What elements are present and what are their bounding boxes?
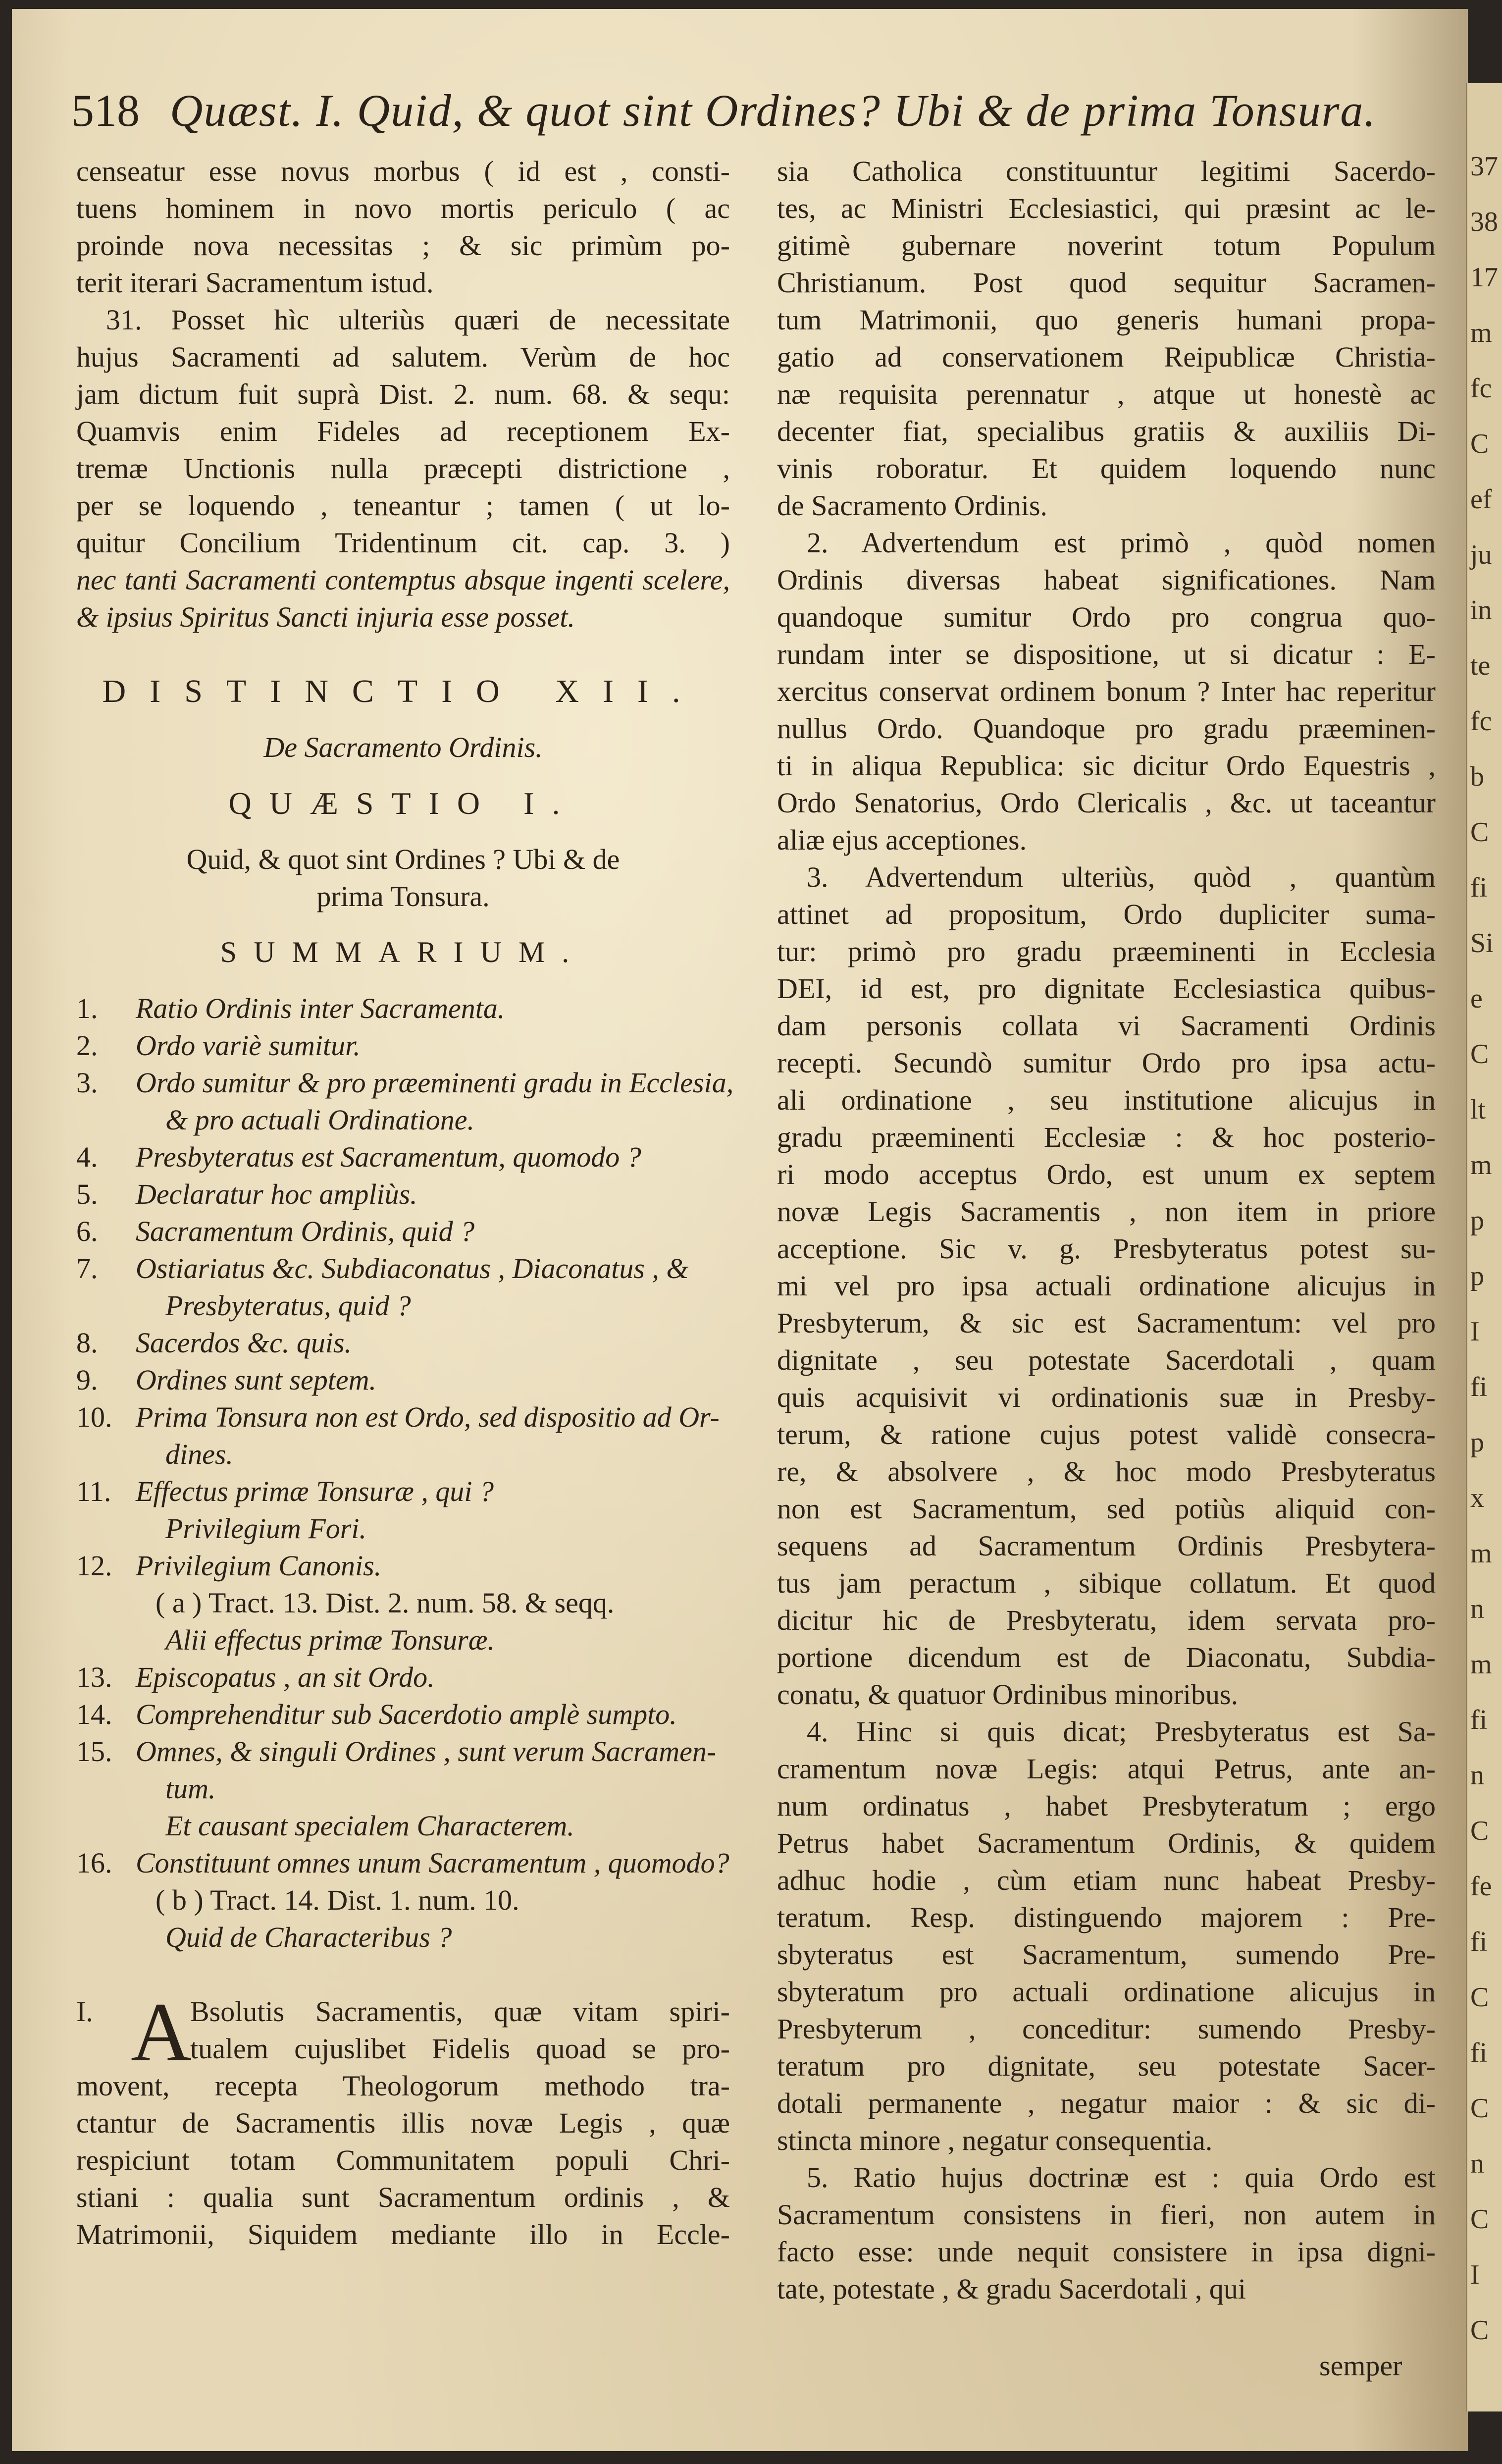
text-line: hujus Sacramenti ad salutem. Verùm de hoc [76, 341, 730, 373]
text-line: non est Sacramentum, sed potiùs aliquid con- [777, 1493, 1436, 1525]
text-line: DEI, id est, pro dignitate Ecclesiastica quibus- [777, 972, 1436, 1005]
summarium-item [76, 1138, 730, 1176]
text-line: novæ Legis Sacramentis , non item in priore [777, 1195, 1436, 1228]
paragraph-1 [76, 1985, 730, 2253]
edge-fragment: fc [1470, 373, 1492, 404]
edge-fragment: b [1470, 761, 1484, 792]
summarium-item [76, 1361, 730, 1398]
text-line: sbyteratum pro actuali ordinatione alicujus in [777, 1976, 1436, 2008]
summarium-item-number: 16. [76, 1847, 112, 1879]
summarium-item-number: 13. [76, 1661, 112, 1693]
summarium-item-text: tum. [165, 1772, 216, 1805]
text-line: 31. Posset hìc ulteriùs quæri de necessitate [106, 304, 730, 336]
summarium-item-number: 4. [76, 1141, 98, 1173]
summarium-item [76, 1919, 730, 1956]
text-line: 3. Advertendum ulteriùs, quòd , quantùm [807, 861, 1436, 893]
summarium-item-text: Alii effectus primæ Tonsuræ. [165, 1624, 495, 1656]
summarium-item [76, 1436, 730, 1473]
text-line: gatio ad conservationem Reipublicæ Christia- [777, 341, 1436, 373]
edge-fragment: 17 [1470, 262, 1498, 293]
running-head [71, 83, 1408, 138]
edge-fragment: fi [1470, 872, 1488, 903]
edge-fragment: C [1470, 817, 1489, 848]
summarium-item [76, 1176, 730, 1213]
text-line: 5. Ratio hujus doctrinæ est : quia Ordo est [807, 2161, 1436, 2194]
paragraph-30-end [76, 153, 730, 301]
summarium-item [76, 1027, 730, 1064]
summarium-item-number: 7. [76, 1252, 98, 1285]
summarium-item [76, 1324, 730, 1361]
text-line: tes, ac Ministri Ecclesiastici, qui præsint ac le- [777, 192, 1436, 224]
summarium-item-text: & pro actuali Ordinatione. [165, 1104, 475, 1136]
summarium-item [76, 1547, 730, 1584]
summarium-item-text: Sacramentum Ordinis, quid ? [136, 1215, 475, 1247]
text-line: acceptione. Sic v. g. Presbyteratus potest su- [777, 1232, 1436, 1265]
text-line: ctantur de Sacramentis illis novæ Legis , quæ [76, 2107, 730, 2139]
text-line: dignitate , seu potestate Sacerdotali , quam [777, 1344, 1436, 1376]
edge-fragment: 38 [1470, 207, 1498, 237]
text-line: rundam inter se dispositione, ut si dicatur : E- [777, 638, 1436, 670]
summarium-item-text: Presbyteratus est Sacramentum, quomodo ? [136, 1141, 641, 1173]
adjacent-page-edge [1466, 83, 1502, 2411]
text-line: 4. Hinc si quis dicat; Presbyteratus est Sa- [807, 1715, 1436, 1748]
edge-fragment: fe [1470, 1871, 1492, 1902]
edge-fragment: m [1470, 1150, 1492, 1180]
edge-fragment: e [1470, 983, 1483, 1014]
quaestio-title-line-1: Quid, & quot sint Ordines ? Ubi & de [186, 843, 620, 875]
text-line: næ requisita perennatur , atque ut honestè ac [777, 378, 1436, 410]
text-line: xercitus conservat ordinem bonum ? Inter hac reperitur [777, 675, 1436, 707]
text-line: teratum pro dignitate, seu potestate Sacer- [777, 2050, 1436, 2082]
summarium-item [76, 990, 730, 1027]
summarium-item-number: 1. [76, 992, 98, 1024]
summarium-item [76, 1659, 730, 1696]
text-line: ali ordinatione , seu institutione alicujus in [777, 1084, 1436, 1116]
text-line: cramentum novæ Legis: atqui Petrus, ante an- [777, 1753, 1436, 1785]
edge-fragment: fc [1470, 706, 1492, 737]
summarium-item-text: Et causant specialem Characterem. [165, 1810, 574, 1842]
edge-fragment: m [1470, 318, 1492, 348]
text-line: ri modo acceptus Ordo, est unum ex septem [777, 1158, 1436, 1190]
summarium-item [76, 1807, 730, 1844]
summarium-item-text: Declaratur hoc ampliùs. [136, 1178, 417, 1210]
edge-fragment: I [1470, 1316, 1480, 1347]
text-line: tus jam peractum , sibique collatum. Et quod [777, 1567, 1436, 1599]
summarium-item-number: 2. [76, 1029, 98, 1062]
edge-fragment: ef [1470, 484, 1492, 515]
text-line: sequens ad Sacramentum Ordinis Presbytera- [777, 1530, 1436, 1562]
text-line: Quamvis enim Fideles ad receptionem Ex- [76, 415, 730, 447]
edge-fragment: m [1470, 1649, 1492, 1680]
summarium-item-text: Quid de Characteribus ? [165, 1921, 452, 1953]
text-line: portione dicendum est de Diaconatu, Subdia- [777, 1641, 1436, 1673]
edge-fragment: p [1470, 1427, 1484, 1458]
summarium-item-text: Ordines sunt septem. [136, 1364, 376, 1396]
paragraph-1-number: I. [76, 1995, 93, 2028]
edge-fragment: n [1470, 1760, 1484, 1791]
text-line: tualem cujuslibet Fidelis quoad se pro- [190, 2033, 730, 2065]
edge-fragment: I [1470, 2259, 1480, 2290]
edge-fragment: fi [1470, 1705, 1488, 1735]
text-line: Presbyterum, & sic est Sacramentum: vel pro [777, 1307, 1436, 1339]
edge-fragment: p [1470, 1261, 1484, 1291]
summarium-item [76, 1250, 730, 1287]
summarium-list [76, 990, 734, 1956]
text-line: Ordinis diversas habeat significationes. Nam [777, 564, 1436, 596]
paragraph-4 [777, 1713, 1436, 2159]
text-line: sbyteratus est Sacramentum, sumendo Pre- [777, 1938, 1436, 1971]
distinctio-heading: DISTINCTIO XII. [102, 673, 704, 709]
paragraph-2 [777, 524, 1436, 858]
edge-fragment: in [1470, 595, 1492, 626]
edge-fragment: C [1470, 2093, 1489, 2124]
edge-fragment: p [1470, 1205, 1484, 1236]
summarium-item-text: Presbyteratus, quid ? [165, 1289, 411, 1322]
text-line: sia Catholica constituuntur legitimi Sacerdo- [777, 155, 1436, 187]
text-line: per se loquendo , teneantur ; tamen ( ut lo- [76, 489, 730, 522]
summarium-item [76, 1621, 730, 1659]
text-line: dicitur hic de Presbyteratu, idem servata pro- [777, 1604, 1436, 1636]
text-line: vinis roboratur. Et quidem loquendo nunc [777, 452, 1436, 484]
text-line: & ipsius Spiritus Sancti injuria esse posset. [76, 601, 575, 633]
summarium-item-number: 11. [76, 1475, 111, 1507]
edge-fragment: m [1470, 1538, 1492, 1569]
summarium-item-text: Omnes, & singuli Ordines , sunt verum Sacramen- [136, 1735, 717, 1768]
text-line: adhuc hodie , cùm etiam nunc habeat Presby- [777, 1864, 1436, 1896]
text-line: stincta minore , negatur consequentia. [777, 2124, 1213, 2156]
text-line: dam personis collata vi Sacramenti Ordinis [777, 1010, 1436, 1042]
summarium-item-text: Episcopatus , an sit Ordo. [136, 1661, 435, 1693]
edge-fragment: C [1470, 1039, 1489, 1070]
edge-fragment: fi [1470, 2037, 1488, 2068]
summarium-item-text: ( b ) Tract. 14. Dist. 1. num. 10. [155, 1884, 519, 1916]
edge-fragment: Si [1470, 928, 1494, 959]
summarium-item [76, 1287, 730, 1324]
edge-fragment: C [1470, 1816, 1489, 1846]
text-line: gitimè gubernare noverint totum Populum [777, 229, 1436, 262]
paragraph-3 [777, 858, 1436, 1713]
text-line: censeatur esse novus morbus ( id est , consti- [76, 155, 730, 187]
summarium-item-number: 10. [76, 1401, 112, 1433]
summarium-item [76, 1473, 730, 1510]
text-line: terum, & ratione cujus potest validè consecra- [777, 1418, 1436, 1450]
text-line: proinde nova necessitas ; & sic primùm po- [76, 229, 730, 262]
summarium-item-text: Prima Tonsura non est Ordo, sed dispositio ad Or- [136, 1401, 720, 1433]
text-line: attinet ad propositum, Ordo dupliciter suma- [777, 898, 1436, 930]
text-line: Petrus habet Sacramentum Ordinis, & quidem [777, 1827, 1436, 1859]
edge-fragment: lt [1470, 1094, 1486, 1125]
summarium-item [76, 1101, 730, 1138]
summarium-item-number: 3. [76, 1067, 98, 1099]
text-line: aliæ ejus acceptiones. [777, 824, 1027, 856]
summarium-item-number: 14. [76, 1698, 112, 1730]
edge-fragment: n [1470, 2148, 1484, 2179]
edge-fragment: te [1470, 650, 1491, 681]
text-line: de Sacramento Ordinis. [777, 489, 1048, 522]
left-column [76, 153, 734, 2253]
edge-fragment: n [1470, 1594, 1484, 1624]
summarium-item-text: Ordo variè sumitur. [136, 1029, 361, 1062]
summarium-item-text: Effectus primæ Tonsuræ , qui ? [136, 1475, 494, 1507]
text-line: gradu præeminenti Ecclesiæ : & hoc posterio- [777, 1121, 1436, 1153]
text-line: Sacramentum consistens in fieri, non autem in [777, 2198, 1436, 2231]
summarium-item-number: 6. [76, 1215, 98, 1247]
summarium-item-number: 12. [76, 1550, 112, 1582]
page-number: 518 [71, 85, 140, 136]
text-line: movent, recepta Theologorum methodo tra- [76, 2070, 730, 2102]
paragraph-5 [777, 2159, 1436, 2307]
text-line: quandoque sumitur Ordo pro congrua quo- [777, 601, 1436, 633]
text-line: recepti. Secundò sumitur Ordo pro ipsa actu- [777, 1047, 1436, 1079]
text-line: re, & absolvere , & hoc modo Presbyteratus [777, 1455, 1436, 1488]
text-line: terit iterari Sacramentum istud. [76, 267, 434, 299]
summarium-item-text: Ordo sumitur & pro præeminenti gradu in Ecclesia, [136, 1067, 734, 1099]
text-line: 2. Advertendum est primò , quòd nomen [807, 527, 1436, 559]
summarium-item-number: 15. [76, 1735, 112, 1768]
text-line: Christianum. Post quod sequitur Sacramen- [777, 267, 1436, 299]
edge-fragment: C [1470, 2315, 1489, 2346]
book-page [12, 9, 1498, 2451]
text-line: mi vel pro ipsa actuali ordinatione alicujus in [777, 1270, 1436, 1302]
text-line: decenter fiat, specialibus gratiis & auxiliis Di- [777, 415, 1436, 447]
edge-fragment: 37 [1470, 151, 1498, 182]
text-line: stiani : qualia sunt Sacramentum ordinis , & [76, 2181, 730, 2213]
summarium-item [76, 1398, 730, 1436]
text-line: quis acquisivit vi ordinationis suæ in Presby- [777, 1381, 1436, 1413]
text-line: tate, potestate , & gradu Sacerdotali , qui [777, 2273, 1246, 2305]
summarium-item-number: 5. [76, 1178, 98, 1210]
summarium-item [76, 1213, 730, 1250]
edge-fragment: C [1470, 2204, 1489, 2235]
text-line: jam dictum fuit suprà Dist. 2. num. 68. & sequ: [76, 378, 730, 410]
summarium-item-text: Privilegium Canonis. [136, 1550, 382, 1582]
text-line: Presbyterum , conceditur: sumendo Presby- [777, 2013, 1436, 2045]
text-line: respiciunt totam Communitatem populi Chri- [76, 2144, 730, 2176]
text-line: Bsolutis Sacramentis, quæ vitam spiri- [190, 1995, 730, 2028]
text-line: Ordo Senatorius, Ordo Clericalis , &c. ut taceantur [777, 787, 1436, 819]
edge-fragment: fi [1470, 1372, 1488, 1402]
summarium-item-text: Ostiariatus &c. Subdiaconatus , Diaconatus , & [136, 1252, 689, 1285]
text-line: nec tanti Sacramenti contemptus absque ingenti scelere, [76, 564, 730, 596]
summarium-item [76, 1510, 730, 1547]
summarium-item [76, 1844, 730, 1881]
text-line: tuens hominem in novo mortis periculo ( ac [76, 192, 730, 224]
text-line: teratum. Resp. distinguendo majorem : Pre- [777, 1901, 1436, 1933]
paragraph-31 [76, 301, 730, 636]
summarium-heading: SUMMARIUM. [220, 936, 586, 968]
summarium-item-text: ( a ) Tract. 13. Dist. 2. num. 58. & seqq. [155, 1587, 615, 1619]
summarium-item-number: 8. [76, 1327, 98, 1359]
summarium-item [76, 1733, 730, 1770]
edge-fragment: ju [1470, 539, 1492, 570]
right-column [777, 153, 1436, 2307]
text-line: ti in aliqua Republica: sic dicitur Ordo Equestris , [777, 750, 1436, 782]
quaestio-heading: QUÆSTIO I. [228, 786, 578, 821]
summarium-item-text: Ratio Ordinis inter Sacramenta. [136, 992, 505, 1024]
paragraph-1-continued [777, 153, 1436, 524]
text-line: dotali permanente , negatur maior : & sic di- [777, 2087, 1436, 2119]
catchword: semper [1319, 2350, 1402, 2382]
summarium-item [76, 1770, 730, 1807]
edge-fragment: C [1470, 429, 1489, 459]
quaestio-title-line-2: prima Tonsura. [316, 880, 490, 912]
text-line: tur: primò pro gradu præeminenti in Ecclesia [777, 935, 1436, 967]
text-line: facto esse: unde nequit consistere in ipsa digni- [777, 2236, 1436, 2268]
summarium-item [76, 1696, 730, 1733]
summarium-item [76, 1881, 730, 1919]
summarium-item-text: dines. [165, 1438, 233, 1470]
edge-fragment: C [1470, 1982, 1489, 2013]
drop-cap: A [131, 1985, 192, 2079]
edge-fragment: fi [1470, 1927, 1488, 1957]
running-title: Quæst. I. Quid, & quot sint Ordines? Ubi & de prima Tonsura. [170, 85, 1377, 136]
summarium-item-text: Constituunt omnes unum Sacramentum , quomodo? [136, 1847, 729, 1879]
distinctio-subtitle: De Sacramento Ordinis. [263, 731, 543, 763]
text-line: tremæ Unctionis nulla præcepti districtione , [76, 452, 730, 484]
summarium-item-text: Privilegium Fori. [165, 1512, 366, 1545]
summarium-item-text: Comprehenditur sub Sacerdotio amplè sumpto. [136, 1698, 677, 1730]
summarium-item-text: Sacerdos &c. quis. [136, 1327, 352, 1359]
text-line: tum Matrimonii, quo generis humani propa- [777, 304, 1436, 336]
edge-fragment: x [1470, 1483, 1484, 1513]
text-line: quitur Concilium Tridentinum cit. cap. 3. ) [76, 527, 730, 559]
text-line: num ordinatus , habet Presbyteratum ; ergo [777, 1790, 1436, 1822]
summarium-item-number: 9. [76, 1364, 98, 1396]
text-line: conatu, & quatuor Ordinibus minoribus. [777, 1678, 1239, 1711]
summarium-item [76, 1584, 730, 1621]
text-line: Matrimonii, Siquidem mediante illo in Eccle- [76, 2218, 730, 2250]
summarium-item [76, 1064, 734, 1101]
text-line: nullus Ordo. Quandoque pro gradu præeminen- [777, 712, 1436, 745]
